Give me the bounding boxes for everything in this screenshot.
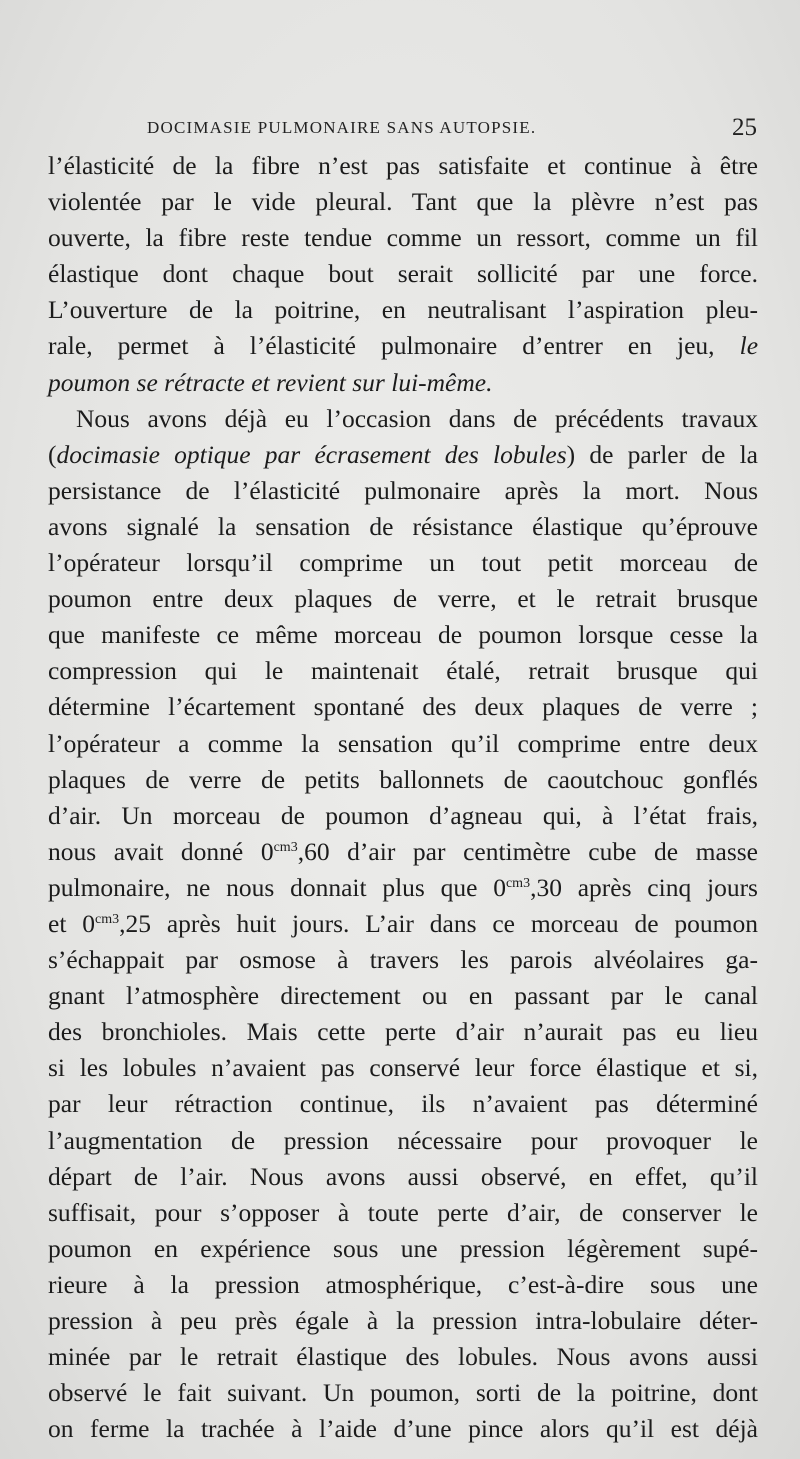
text-line: départ de l’air. Nous avons aussi observé, en effet, qu’il (48, 1161, 758, 1191)
text-line: gnant l’atmosphère directement ou en passant par le canal (48, 981, 758, 1011)
text-line: compression qui le maintenait étalé, retrait brusque qui (48, 656, 758, 686)
page-number: 25 (732, 114, 757, 141)
text-line: poumon entre deux plaques de verre, et le retrait brusque (48, 584, 758, 614)
paragraph-first-line: Nous avons déjà eu l’occasion dans de précédents travaux (76, 403, 758, 433)
page-header (147, 114, 757, 144)
italic-span: docimasie optique par écrasement des lobules (56, 439, 567, 469)
superscript-unit: cm3 (95, 911, 120, 927)
text-line: l’élasticité de la fibre n’est pas satisfaite et continue à être (48, 151, 758, 180)
text-line: L’ouverture de la poitrine, en neutralisant l’aspiration pleu- (48, 295, 758, 325)
text-line: l’opérateur lorsqu’il comprime un tout petit morceau de (48, 548, 758, 578)
text-span: et 0 (48, 908, 96, 938)
running-head: DOCIMASIE PULMONAIRE SANS AUTOPSIE. (147, 118, 537, 137)
text-line: poumon en expérience sous une pression légèrement supé- (48, 1233, 758, 1263)
text-line: l’opérateur a comme la sensation qu’il comprime entre deux (48, 728, 758, 758)
text-line: suffisait, pour s’opposer à toute perte d’air, de conserver le (48, 1197, 758, 1227)
text-line (48, 437, 758, 473)
text-line: élastique dont chaque bout serait sollicité par une force. (48, 259, 758, 289)
text-line: l’augmentation de pression nécessaire pour provoquer le (48, 1125, 758, 1155)
text-span: ( (48, 439, 57, 469)
text-line: des bronchioles. Mais cette perte d’air n’aurait pas eu lieu (48, 1017, 758, 1047)
text-span: pulmonaire, ne nous donnait plus que 0 (48, 872, 506, 902)
text-line: s’échappait par osmose à travers les parois alvéolaires ga- (48, 945, 758, 975)
text-line: minée par le retrait élastique des lobules. Nous avons aussi (48, 1342, 758, 1372)
text-line: ouverte, la fibre reste tendue comme un ressort, comme un fil (48, 223, 758, 253)
text-line: observé le fait suivant. Un poumon, sorti de la poitrine, dont (48, 1378, 758, 1408)
text-line (48, 328, 758, 364)
text-span: ,25 après huit jours. L’air dans ce morceau de poumon (119, 908, 758, 938)
text-line: détermine l’écartement spontané des deux plaques de verre ; (48, 692, 758, 722)
text-span: nous avait donné 0 (48, 836, 274, 866)
body-text (48, 148, 758, 1447)
text-span: ,30 après cinq jours (530, 872, 758, 902)
text-line (48, 834, 758, 870)
text-line: pression à peu près égale à la pression intra-lobulaire déter- (48, 1306, 758, 1335)
text-line: avons signalé la sensation de résistance élastique qu’éprouve (48, 511, 758, 541)
text-line: persistance de l’élasticité pulmonaire après la mort. Nous (48, 475, 758, 505)
text-line (48, 906, 758, 942)
text-line-italic: poumon se rétracte et revient sur lui-même. (48, 367, 493, 397)
superscript-unit: cm3 (273, 839, 298, 855)
text-span: ) de parler de la (566, 439, 758, 469)
text-span: ,60 d’air par centimètre cube de masse (297, 836, 758, 866)
italic-span: le (739, 331, 759, 361)
text-line: par leur rétraction continue, ils n’avaient pas déterminé (48, 1089, 758, 1119)
text-line: que manifeste ce même morceau de poumon lorsque cesse la (48, 620, 758, 650)
text-line: si les lobules n’avaient pas conservé leur force élastique et si, (48, 1053, 758, 1083)
text-line: plaques de verre de petits ballonnets de caoutchouc gonflés (48, 764, 758, 794)
text-line: violentée par le vide pleural. Tant que la plèvre n’est pas (48, 187, 758, 217)
text-line: d’air. Un morceau de poumon d’agneau qui, à l’état frais, (48, 800, 758, 830)
text-line (48, 870, 758, 906)
superscript-unit: cm3 (505, 875, 531, 891)
text-span: rale, permet à l’élasticité pulmonaire d’entrer en jeu, (48, 331, 715, 361)
text-line: rieure à la pression atmosphérique, c’est-à-dire sous une (48, 1269, 758, 1299)
text-line: on ferme la trachée à l’aide d’une pince alors qu’il est déjà (48, 1414, 758, 1444)
